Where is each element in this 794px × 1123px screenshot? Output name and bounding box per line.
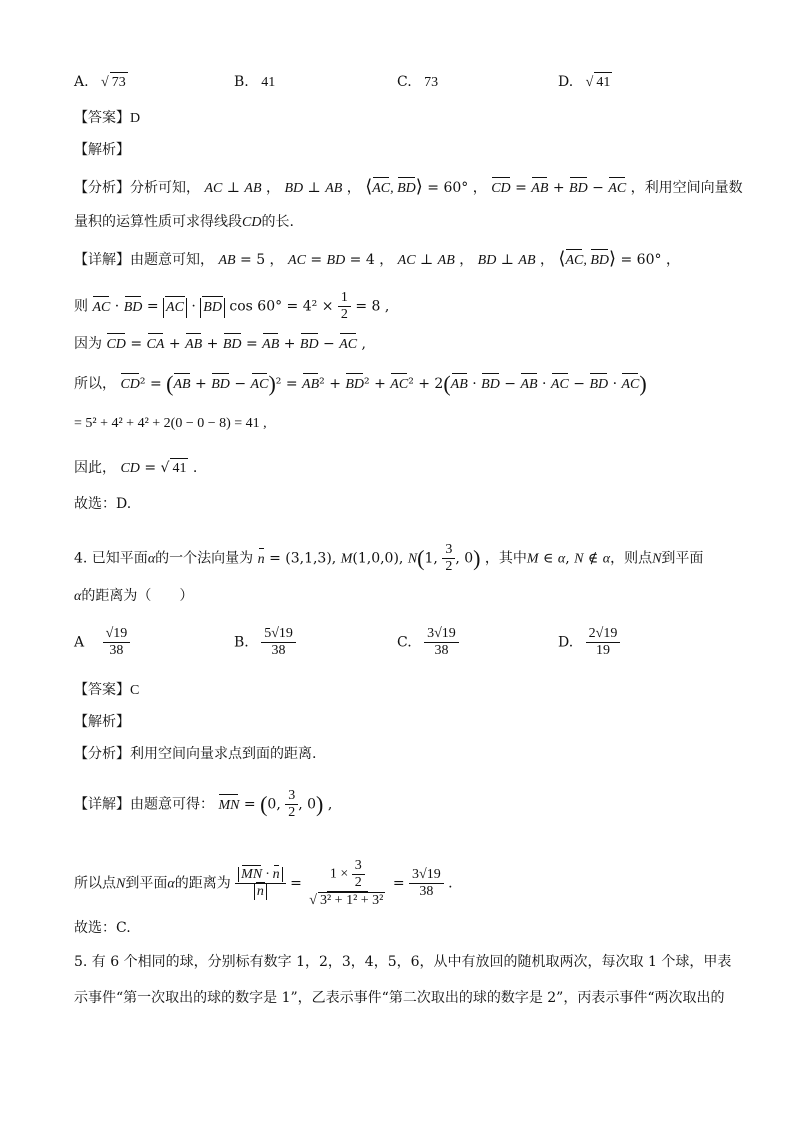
option-value: 41 [261, 75, 276, 90]
option-den: 38 [434, 643, 449, 658]
detail-line-2: 所以点N到平面α的距离为 $\frac{MN \cdot n}{n}$ = 1 × $\frac{3}{2}$ √ 3² + 1² + 3² = $\frac{3√19}{38}$ . [74, 858, 453, 908]
stem-text: 的一个法向量为 [155, 550, 254, 567]
option-den: 38 [109, 643, 124, 658]
detail-text: 因为 [74, 336, 102, 352]
detail-line-2: 则 AC · BD = AC · BD cos 60° = 4² × $\frac{1}{2}$ = 8 , [74, 290, 390, 322]
detail-text: 则 [74, 298, 88, 315]
answer-tag: 【答案】 [74, 110, 130, 126]
q4-option-b [234, 626, 296, 659]
option-num: 3√19 [424, 626, 459, 643]
detail-text: 因此， [74, 460, 116, 476]
option-a: A. √ 73 [74, 72, 128, 93]
detail-line-6: 因此， CD = √ 41 . [74, 458, 197, 479]
answer-value: C [130, 683, 140, 698]
option-d: D. √ 41 [558, 72, 612, 93]
stem-text: 到平面 [661, 550, 704, 567]
detail-line-1: 【详解】由题意可知， AB = 5 ， AC = BD = 4 ， AC ⊥ AB ， BD ⊥ AB ， ⟨ AC, BD ⟩ = 60° ， [74, 248, 680, 271]
detail-tag: 【详解】 [74, 252, 130, 268]
detail-text: 由题意可知， [130, 252, 214, 268]
option-letter: A. [74, 74, 89, 90]
option-value: 41 [594, 72, 612, 93]
fenxi-line-1: 【分析】分析可知， AC ⊥ AB ， BD ⊥ AB ， ⟨ AC, BD ⟩ = 60° ， CD = AB + BD − AC ，利用空间向量数 [74, 176, 743, 199]
stem-text: 4. 已知平面 [74, 550, 148, 567]
option-letter: A [74, 634, 85, 651]
answer-tag: 【答案】 [74, 682, 130, 698]
detail-text: 由题意可得： [130, 796, 214, 813]
option-b [234, 72, 275, 93]
analysis-tag: 【解析】 [74, 142, 130, 158]
answer-value: D [130, 111, 141, 126]
option-value: 73 [424, 75, 439, 90]
detail-text: 到平面 [125, 875, 168, 892]
fenxi-text: 分析可知， [130, 180, 200, 196]
analysis-tag: 【解析】 [74, 714, 130, 730]
option-num: √19 [103, 626, 131, 643]
q4-stem-line-2: α的距离为（ ） [74, 588, 194, 604]
q4-option-d [558, 626, 620, 659]
fenxi-tag: 【分析】 [74, 180, 130, 196]
fenxi-text: 的长. [261, 214, 294, 230]
option-c [397, 72, 438, 93]
stem-text: ，则点 [610, 550, 653, 567]
fenxi-text: 量积的运算性质可求得线段 [74, 214, 242, 230]
q5-stem-line-1: 5. 有 6 个相同的球，分别标有数字 1，2，3，4，5，6，从中有放回的随机取两次，每次取 1 个球，甲表 [74, 954, 732, 970]
choose-line: 故选：D. [74, 496, 132, 512]
detail-line-4: 所以， CD² = (AB + BD − AC)² = AB² + BD² + AC² + 2(AB · BD − AB · AC − BD · AC) [74, 371, 647, 396]
stem-text: ，其中 [484, 550, 527, 567]
q4-option-c [397, 626, 459, 659]
answer-line [74, 680, 139, 701]
stem-text: 的距离为（ ） [81, 588, 194, 604]
option-letter: C. [397, 74, 412, 90]
answer-line [74, 108, 140, 129]
fenxi-text: 利用空间向量数 [644, 180, 743, 196]
choose-line: 故选：C. [74, 920, 131, 936]
detail-text: 的距离为 [174, 875, 231, 892]
q5-stem-line-2: 示事件“第一次取出的球的数字是 1”，乙表示事件“第二次取出的球的数字是 2”，丙表示事件“两次取出的 [74, 990, 725, 1006]
q4-stem-line-1: 4. 已知平面α的一个法向量为 n = (3,1,3), M(1,0,0), N(1, $\frac{3}{2}$ , 0) ，其中M ∈ α, N ∉ α，则点N到平面 [74, 542, 704, 574]
option-num: 2√19 [586, 626, 621, 643]
detail-tag: 【详解】 [74, 796, 130, 813]
option-letter: B. [234, 634, 249, 651]
fenxi-line-2: 量积的运算性质可求得线段CD的长. [74, 214, 294, 230]
option-den: 38 [271, 643, 286, 658]
detail-text: 所以点 [74, 875, 116, 892]
option-letter: B. [234, 74, 249, 90]
detail-text: 所以， [74, 376, 116, 392]
fenxi-tag: 【分析】 [74, 746, 130, 762]
q4-option-a [74, 626, 130, 659]
option-den: 19 [595, 643, 610, 658]
fenxi-line [74, 744, 316, 764]
detail-line-5: = 5² + 4² + 4² + 2(0 − 0 − 8) = 41 , [74, 416, 267, 431]
detail-line-3: 因为 CD = CA + AB + BD = AB + BD − AC , [74, 334, 366, 355]
option-value: 73 [110, 72, 128, 93]
option-letter: D. [558, 634, 574, 651]
detail-line-1: 【详解】由题意可得： MN = (0, $\frac{3}{2}$ , 0) , [74, 788, 333, 820]
option-letter: D. [558, 74, 574, 90]
option-letter: C. [397, 634, 412, 651]
fenxi-text: 利用空间向量求点到面的距离. [130, 746, 317, 762]
option-num: 5√19 [261, 626, 296, 643]
